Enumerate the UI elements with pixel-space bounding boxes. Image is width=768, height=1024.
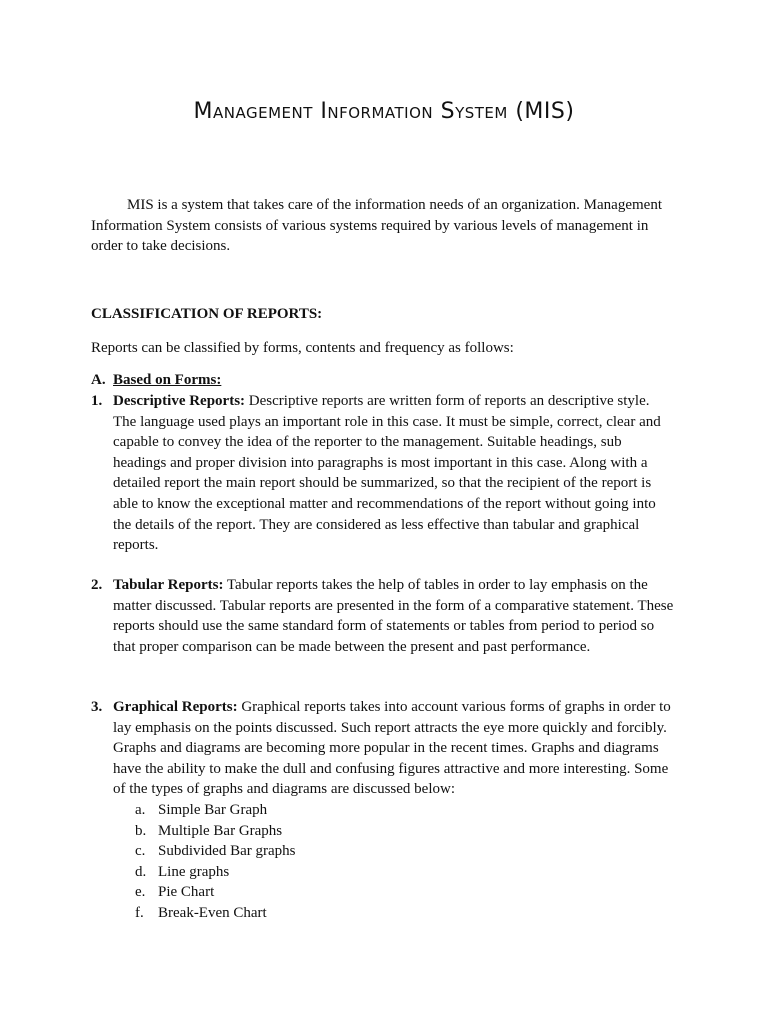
graph-types-list <box>113 800 693 924</box>
item-line: have the ability to make the dull and confusing figures attractive and more interesting. Some <box>113 760 669 777</box>
list-item <box>113 862 693 883</box>
classification-heading: CLASSIFICATION OF REPORTS: <box>91 306 323 322</box>
item-title: Descriptive Reports: <box>113 393 246 409</box>
sub-label: Break-Even Chart <box>158 904 267 921</box>
list-item <box>113 903 693 924</box>
document-title: Management Information System (MIS) <box>193 99 575 124</box>
sub-label: Multiple Bar Graphs <box>158 822 283 839</box>
item-line: of the types of graphs and diagrams are discussed below: <box>113 781 455 798</box>
list-item <box>113 882 693 903</box>
intro-line: order to take decisions. <box>91 238 231 255</box>
item-line: detailed report the main report should be summarized, so that the recipient of the report is <box>113 475 652 492</box>
item-body <box>113 575 693 657</box>
sub-marker: a. <box>135 801 146 818</box>
item-line: Graphical reports takes into account various forms of graphs in order to <box>237 699 671 715</box>
item-line: reports. <box>113 537 159 554</box>
section-label: Based on Forms: <box>113 372 222 388</box>
sub-label: Subdivided Bar graphs <box>158 843 296 860</box>
item-line: The language used plays an important role in this case. It must be simple, correct, clear and <box>113 413 661 430</box>
item-marker: 2. <box>91 577 103 593</box>
classification-intro: Reports can be classified by forms, contents and frequency as follows: <box>91 340 514 356</box>
item-line: matter discussed. Tabular reports are presented in the form of a comparative statement. These <box>113 597 674 614</box>
sub-label: Line graphs <box>158 863 230 880</box>
item-line: capable to convey the idea of the reporter to the management. Suitable headings, sub <box>113 434 622 451</box>
sub-label: Pie Chart <box>158 884 215 901</box>
list-item <box>113 800 693 821</box>
intro-line: MIS is a system that takes care of the information needs of an organization. Management <box>127 197 662 213</box>
intro-paragraph <box>91 195 691 257</box>
section-marker: A. <box>91 372 106 388</box>
sub-marker: f. <box>135 904 144 921</box>
item-line: headings and proper division into paragraphs is most important in this case. Along with a <box>113 454 648 471</box>
item-marker: 1. <box>91 393 103 409</box>
item-line: Tabular reports takes the help of tables in order to lay emphasis on the <box>223 577 648 593</box>
item-line: able to know the exceptional matter and recommendations of the report without going into <box>113 495 656 512</box>
list-item <box>113 841 693 862</box>
item-line: Descriptive reports are written form of reports an descriptive style. <box>245 393 650 409</box>
item-line: that proper comparison can be made between the present and past performance. <box>113 638 591 655</box>
item-line: the details of the report. They are considered as less effective than tabular and graphical <box>113 516 640 533</box>
item-line: lay emphasis on the points discussed. Such report attracts the eye more quickly and forcibly. <box>113 719 667 736</box>
sub-marker: e. <box>135 884 146 901</box>
intro-line: Information System consists of various systems required by various levels of management in <box>91 217 649 234</box>
item-title: Tabular Reports: <box>113 577 224 593</box>
item-line: Graphs and diagrams are becoming more popular in the recent times. Graphs and diagrams <box>113 740 659 757</box>
item-title: Graphical Reports: <box>113 699 238 715</box>
item-line: reports should use the same standard form of statements or tables from period to period so <box>113 618 655 635</box>
item-body <box>113 391 693 556</box>
list-item <box>113 821 693 842</box>
sub-marker: c. <box>135 843 146 860</box>
item-marker: 3. <box>91 699 103 715</box>
item-body <box>113 697 693 924</box>
sub-marker: b. <box>135 822 147 839</box>
sub-label: Simple Bar Graph <box>158 801 268 818</box>
sub-marker: d. <box>135 863 147 880</box>
